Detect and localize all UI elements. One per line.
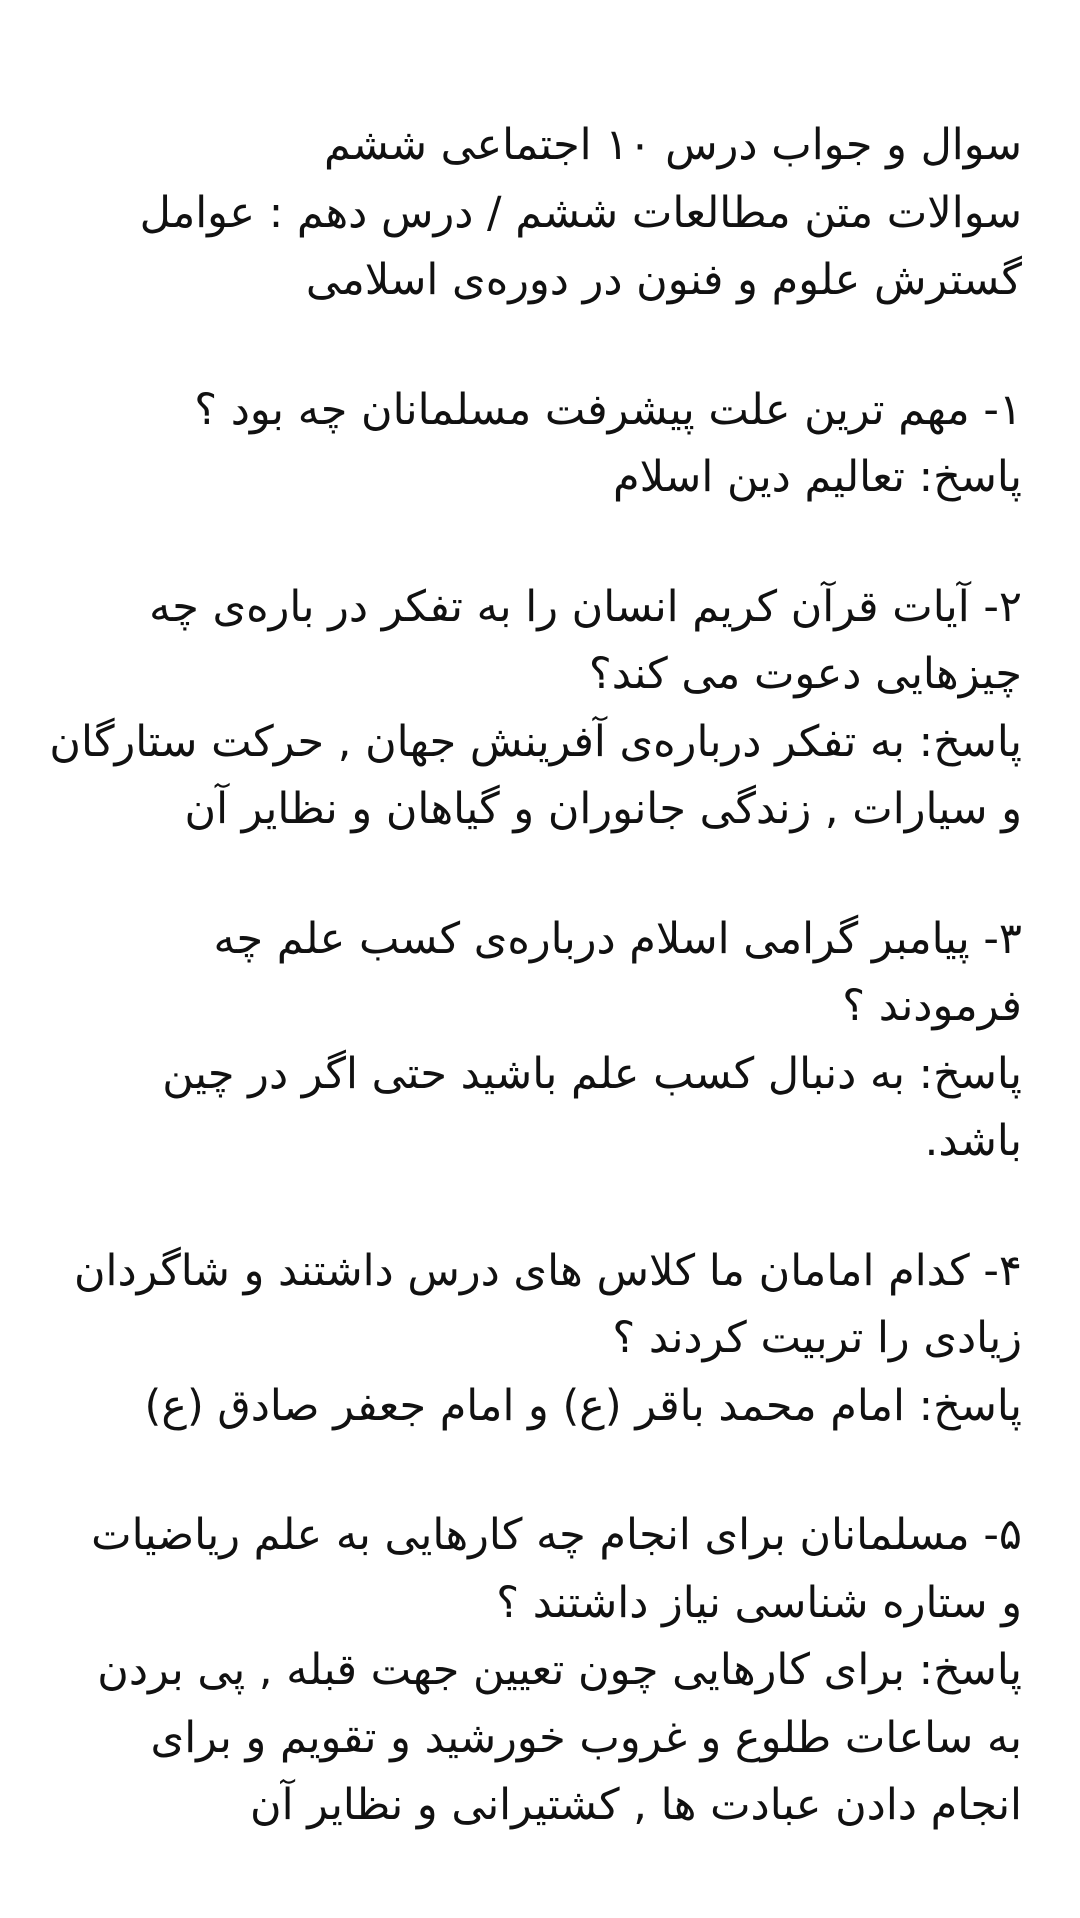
qa-item xyxy=(52,1502,1022,1840)
answer-line: پاسخ: امام محمد باقر (ع) و امام جعفر صادق (ع) xyxy=(144,1380,1022,1431)
answer-line: پاسخ: برای کارهایی چون تعیین جهت قبله , پی بردن xyxy=(97,1645,1022,1695)
answer-line: پاسخ: به تفکر درباره‌ی آفرینش جهان , حرکت ستارگان xyxy=(49,716,1022,767)
answer-line: به ساعات طلوع و غروب خورشید و تقویم و برای xyxy=(150,1712,1022,1763)
answer-line: انجام دادن عبادت ها , کشتیرانی و نظایر آن xyxy=(250,1780,1022,1830)
title-line: سوال و جواب درس ۱۰ اجتماعی ششم xyxy=(323,120,1022,170)
spacer xyxy=(52,315,1022,377)
document-title xyxy=(52,112,1022,315)
title-line: گسترش علوم و فنون در دوره‌ی اسلامی xyxy=(305,255,1022,305)
question-line: ۲- آیات قرآن کریم انسان را به تفکر در باره‌ی چه xyxy=(149,581,1022,632)
question-line: و ستاره شناسی نیاز داشتند ؟ xyxy=(496,1577,1022,1628)
answer-line: پاسخ: تعالیم دین اسلام xyxy=(613,452,1022,502)
answer-line: باشد. xyxy=(924,1116,1022,1166)
question-line: چیزهایی دعوت می کند؟ xyxy=(588,649,1022,699)
title-line: سوالات متن مطالعات ششم / درس دهم : عوامل xyxy=(139,187,1022,238)
qa-item xyxy=(52,906,1022,1176)
question-line: ۴- کدام امامان ما کلاس های درس داشتند و شاگردان xyxy=(73,1245,1022,1296)
spacer xyxy=(52,1440,1022,1502)
document-body xyxy=(49,112,1022,1840)
qa-item xyxy=(52,1238,1022,1441)
spacer xyxy=(52,844,1022,906)
question-line: فرمودند ؟ xyxy=(842,981,1022,1031)
qa-item xyxy=(49,574,1022,844)
question-line: ۱- مهم ترین علت پیشرفت مسلمانان چه بود ؟ xyxy=(194,384,1022,435)
answer-line: و سیارات , زندگی جانوران و گیاهان و نظایر آن xyxy=(184,784,1022,834)
qa-item xyxy=(52,377,1022,512)
question-line: ۳- پیامبر گرامی اسلام درباره‌ی کسب علم چه xyxy=(213,913,1022,964)
question-line: زیادی را تربیت کردند ؟ xyxy=(612,1313,1022,1363)
spacer xyxy=(52,512,1022,574)
answer-line: پاسخ: به دنبال کسب علم باشید حتی اگر در چین xyxy=(162,1048,1022,1099)
question-line: ۵- مسلمانان برای انجام چه کارهایی به علم ریاضیات xyxy=(91,1510,1022,1560)
spacer xyxy=(52,1176,1022,1238)
